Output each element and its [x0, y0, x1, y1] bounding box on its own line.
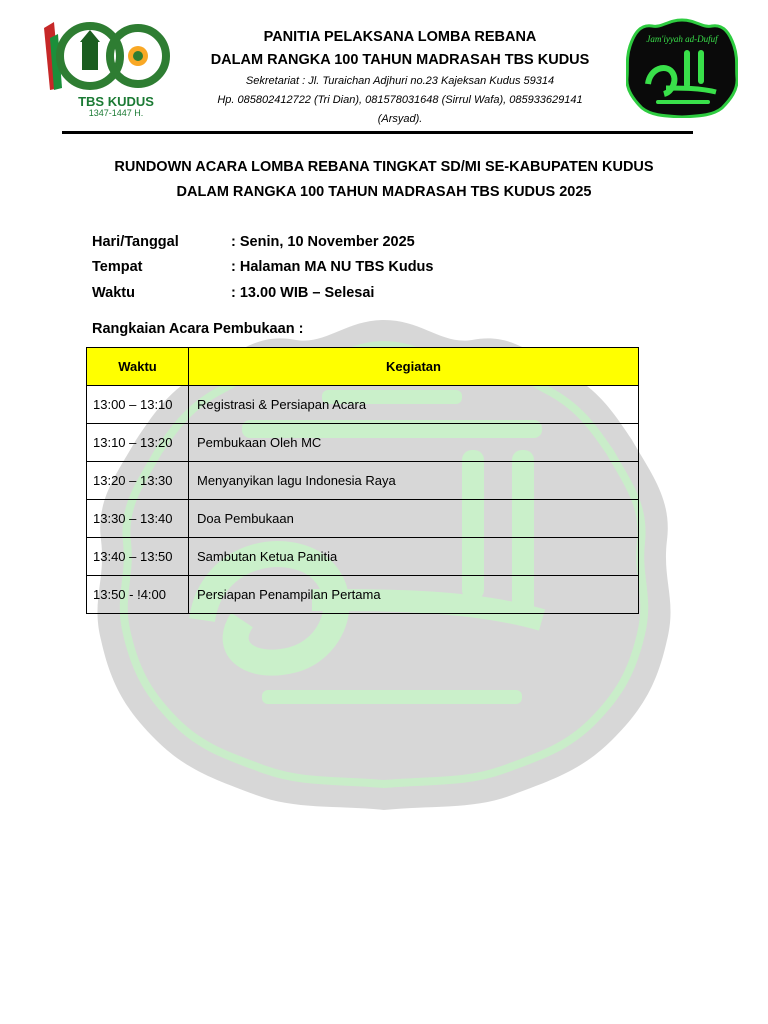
time-cell: 13:00 – 13:10 — [87, 386, 189, 424]
info-row-time — [92, 280, 433, 306]
event-name: DALAM RANGKA 100 TAHUN MADRASAH TBS KUDUS — [210, 52, 590, 68]
title-line-2: DALAM RANGKA 100 TAHUN MADRASAH TBS KUDUS 2025 — [176, 184, 592, 200]
section-heading: Rangkaian Acara Pembukaan : — [92, 321, 304, 337]
secretariat-address: Sekretariat : Jl. Turaichan Adjhuri no.23 Kajeksan Kudus 59314 — [245, 75, 555, 87]
table-row — [87, 424, 639, 462]
activity-cell: Doa Pembukaan — [189, 500, 639, 538]
table-header-row — [87, 348, 639, 386]
info-label: Hari/Tanggal — [92, 233, 179, 250]
table-row — [87, 538, 639, 576]
activity-cell: Persiapan Penampilan Pertama — [189, 576, 639, 614]
time-cell: 13:10 – 13:20 — [87, 424, 189, 462]
time-cell: 13:30 – 13:40 — [87, 500, 189, 538]
info-value: : Senin, 10 November 2025 — [231, 233, 415, 250]
info-label: Tempat — [92, 259, 143, 276]
info-value: : Halaman MA NU TBS Kudus — [231, 259, 434, 276]
activity-cell: Pembukaan Oleh MC — [189, 424, 639, 462]
contact-phones-continued: (Arsyad). — [377, 113, 423, 125]
info-row-date — [92, 229, 433, 255]
activity-cell: Menyanyikan lagu Indonesia Raya — [189, 462, 639, 500]
header-divider — [62, 131, 693, 134]
logo-subtext: 1347-1447 H. — [88, 108, 144, 118]
table-row — [87, 462, 639, 500]
activity-cell: Registrasi & Persiapan Acara — [189, 386, 639, 424]
table-row — [87, 386, 639, 424]
activity-cell: Sambutan Ketua Panitia — [189, 538, 639, 576]
info-label: Waktu — [92, 284, 135, 301]
info-row-place — [92, 255, 433, 281]
info-value: : 13.00 WIB – Selesai — [231, 284, 375, 301]
letterhead — [180, 26, 620, 129]
event-info — [92, 229, 433, 306]
column-header-time: Waktu — [87, 348, 189, 386]
column-header-activity: Kegiatan — [189, 348, 639, 386]
committee-name: PANITIA PELAKSANA LOMBA REBANA — [263, 29, 537, 45]
logo-top-text: Jam'iyyah ad-Dufuf — [646, 34, 718, 44]
tbs-100-logo — [40, 18, 172, 118]
time-cell: 13:40 – 13:50 — [87, 538, 189, 576]
table-row — [87, 576, 639, 614]
time-cell: 13:50 - !4:00 — [87, 576, 189, 614]
title-line-1: RUNDOWN ACARA LOMBA REBANA TINGKAT SD/MI SE-KABUPATEN KUDUS — [114, 159, 654, 175]
time-cell: 13:20 – 13:30 — [87, 462, 189, 500]
table-row — [87, 500, 639, 538]
document-title — [60, 155, 708, 205]
contact-phones: Hp. 085802412722 (Tri Dian), 081578031648 (Sirrul Wafa), 085933629141 — [217, 94, 583, 106]
rundown-table — [86, 347, 639, 614]
logo-text: TBS KUDUS — [78, 94, 154, 109]
jamiyyah-logo — [626, 18, 738, 118]
